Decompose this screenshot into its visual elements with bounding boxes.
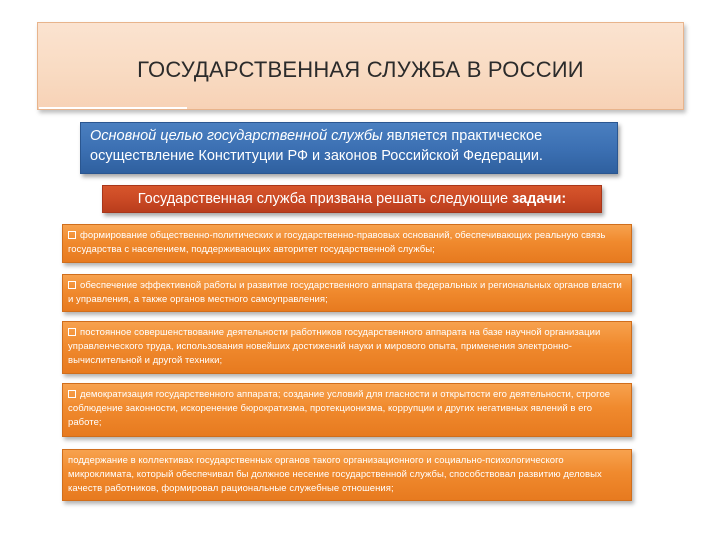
task-text: формирование общественно-политических и государственно-правовых оснований, обеспечивающих реальную связь государства с населением, поддерживающих авторитет государственной службы;	[68, 230, 606, 255]
checkbox-bullet-icon	[68, 328, 76, 336]
checkbox-bullet-icon	[68, 390, 76, 398]
tasks-header	[102, 185, 602, 213]
goal-emphasis: Основной целью государственной службы	[90, 128, 383, 144]
task-box-1	[62, 224, 632, 263]
task-box-5	[62, 449, 632, 501]
goal-text: является практическое осуществление Конституции РФ и законов Российской Федерации.	[90, 128, 543, 164]
task-text: постоянное совершенствование деятельности работников государственного аппарата на базе научной организации управленческого труда, использования новейших достижений науки и мирового опыта, применения электронно-вычислительной и другой техники;	[68, 327, 601, 366]
task-box-4	[62, 383, 632, 437]
title-box	[37, 22, 684, 110]
checkbox-bullet-icon	[68, 281, 76, 289]
task-text: демократизация государственного аппарата; создание условий для гласности и открытости его деятельности, строгое соблюдение законности, искоренение бюрократизма, протекционизма, коррупции и других негативных явлений в его работе;	[68, 389, 611, 428]
task-text: обеспечение эффективной работы и развитие государственного аппарата федеральных и региональных органов власти и управления, а также органов местного самоуправления;	[68, 280, 622, 305]
tasks-header-emphasis: задачи:	[512, 191, 567, 207]
task-box-2	[62, 274, 632, 312]
page-title: ГОСУДАРСТВЕННАЯ СЛУЖБА В РОССИИ	[137, 57, 584, 82]
goal-box	[80, 122, 618, 174]
checkbox-bullet-icon	[68, 231, 76, 239]
tasks-header-text: Государственная служба призвана решать следующие	[137, 191, 513, 207]
task-box-3	[62, 321, 632, 374]
task-text: поддержание в коллективах государственных органов такого организационного и социально-психологического микроклимата, который обеспечивал бы должное несение государственной службы, способствовал развитию деловых качеств работников, формировал рациональные служебные отношения;	[68, 455, 602, 494]
title-underline	[39, 107, 187, 109]
